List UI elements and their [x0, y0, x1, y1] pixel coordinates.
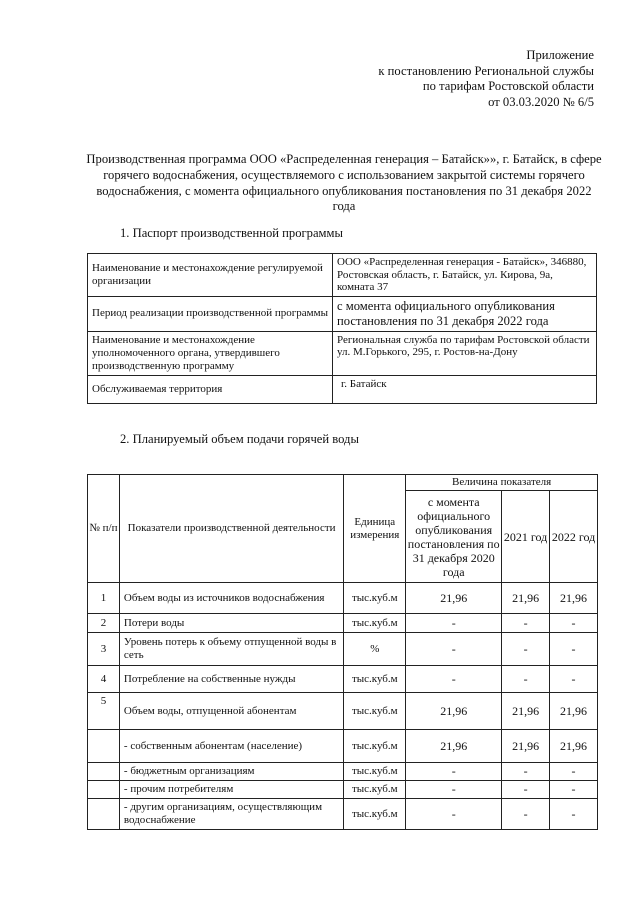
- table-row: [88, 693, 598, 730]
- appendix-line: по тарифам Ростовской области: [422, 79, 594, 94]
- section-heading-passport: 1. Паспорт производственной программы: [120, 226, 343, 240]
- row-num: 3: [88, 633, 120, 666]
- passport-row: [88, 375, 597, 403]
- row-value-2021: -: [502, 781, 550, 799]
- row-unit: тыс.куб.м: [344, 693, 406, 730]
- header-2022: 2022 год: [550, 491, 598, 583]
- row-unit: тыс.куб.м: [344, 614, 406, 633]
- passport-row: [88, 296, 597, 331]
- table-row: [88, 583, 598, 614]
- row-value-2022: 21,96: [550, 693, 598, 730]
- row-value-period: -: [406, 781, 502, 799]
- row-value-2021: -: [502, 633, 550, 666]
- passport-table: [87, 253, 597, 404]
- row-value-period: 21,96: [406, 693, 502, 730]
- row-value-2022: -: [550, 781, 598, 799]
- row-value-2022: 21,96: [550, 583, 598, 614]
- row-num: [88, 730, 120, 763]
- row-value-2022: -: [550, 799, 598, 830]
- passport-value: с момента официального опубликования постановления по 31 декабря 2022 года: [333, 296, 597, 331]
- appendix-line: Приложение: [526, 48, 594, 62]
- row-num: 1: [88, 583, 120, 614]
- row-num: 4: [88, 666, 120, 693]
- passport-label: Обслуживаемая территория: [88, 375, 333, 403]
- row-value-2022: -: [550, 614, 598, 633]
- header-period: с момента официального опубликования постановления по 31 декабря 2020 года: [406, 491, 502, 583]
- section-heading-volume: 2. Планируемый объем подачи горячей воды: [120, 432, 359, 446]
- passport-label: Наименование и местонахождение регулируемой организации: [88, 254, 333, 297]
- row-num: 2: [88, 614, 120, 633]
- row-unit: тыс.куб.м: [344, 799, 406, 830]
- row-value-period: -: [406, 799, 502, 830]
- row-unit: тыс.куб.м: [344, 763, 406, 781]
- row-num: 5: [88, 693, 120, 730]
- passport-value: [333, 331, 597, 375]
- row-value-2021: -: [502, 666, 550, 693]
- row-value-2021: 21,96: [502, 693, 550, 730]
- row-num: [88, 781, 120, 799]
- row-value-2021: -: [502, 614, 550, 633]
- row-value-period: -: [406, 614, 502, 633]
- volume-table: [87, 474, 598, 830]
- header-indicator: Показатели производственной деятельности: [119, 475, 343, 583]
- row-value-2022: -: [550, 666, 598, 693]
- row-num: [88, 763, 120, 781]
- row-unit: тыс.куб.м: [344, 730, 406, 763]
- table-row: [88, 730, 598, 763]
- header-num: № п/п: [88, 475, 120, 583]
- row-indicator: - бюджетным организациям: [119, 763, 343, 781]
- header-2021: 2021 год: [502, 491, 550, 583]
- header-row: [88, 475, 598, 491]
- row-value-period: 21,96: [406, 583, 502, 614]
- row-num: [88, 799, 120, 830]
- header-value-group: Величина показателя: [406, 475, 598, 491]
- row-value-2022: 21,96: [550, 730, 598, 763]
- passport-row: [88, 254, 597, 297]
- row-indicator: - прочим потребителям: [119, 781, 343, 799]
- row-indicator: Объем воды из источников водоснабжения: [119, 583, 343, 614]
- passport-row: [88, 331, 597, 375]
- row-unit: тыс.куб.м: [344, 666, 406, 693]
- row-value-period: -: [406, 666, 502, 693]
- appendix-line: к постановлению Региональной службы: [378, 63, 594, 78]
- table-row: [88, 614, 598, 633]
- row-value-period: -: [406, 763, 502, 781]
- table-row: [88, 633, 598, 666]
- row-indicator: Потребление на собственные нужды: [119, 666, 343, 693]
- row-value-period: 21,96: [406, 730, 502, 763]
- row-value-period: -: [406, 633, 502, 666]
- row-value-2021: -: [502, 763, 550, 781]
- table-row: [88, 763, 598, 781]
- row-value-2022: -: [550, 633, 598, 666]
- row-indicator: - другим организациям, осуществляющим водоснабжение: [119, 799, 343, 830]
- row-unit: тыс.куб.м: [344, 781, 406, 799]
- table-row: [88, 799, 598, 830]
- row-indicator: Уровень потерь к объему отпущенной воды в сеть: [119, 633, 343, 666]
- document-title: Производственная программа ООО «Распределенная генерация – Батайск»», г. Батайск, в сфере горячего водоснабжения, осуществляемого с использованием закрытой системы горячего водоснабжения, с момента официального опубликования постановления по 31 декабря 2022 года: [86, 152, 602, 214]
- passport-label: Период реализации производственной программы: [88, 296, 333, 331]
- table-row: [88, 666, 598, 693]
- row-indicator: Потери воды: [119, 614, 343, 633]
- row-unit: тыс.куб.м: [344, 583, 406, 614]
- passport-value: ООО «Распределенная генерация - Батайск», 346880, Ростовская область, г. Батайск, ул. Кирова, 9а, комната 37: [333, 254, 597, 297]
- passport-value: г. Батайск: [333, 375, 597, 403]
- passport-value-line: Региональная служба по тарифам Ростовской области: [337, 333, 590, 346]
- header-unit: Единица измерения: [344, 475, 406, 583]
- row-value-2021: -: [502, 799, 550, 830]
- passport-value-line: ул. М.Горького, 295, г. Ростов-на-Дону: [337, 346, 518, 359]
- appendix-line: от 03.03.2020 № 6/5: [488, 94, 594, 109]
- row-value-2021: 21,96: [502, 730, 550, 763]
- row-value-2021: 21,96: [502, 583, 550, 614]
- row-unit: %: [344, 633, 406, 666]
- appendix-block: [378, 48, 594, 110]
- passport-label: Наименование и местонахождение уполномоченного органа, утвердившего производственную программу: [88, 331, 333, 375]
- row-indicator: - собственным абонентам (население): [119, 730, 343, 763]
- row-value-2022: -: [550, 763, 598, 781]
- table-row: [88, 781, 598, 799]
- row-indicator: Объем воды, отпущенной абонентам: [119, 693, 343, 730]
